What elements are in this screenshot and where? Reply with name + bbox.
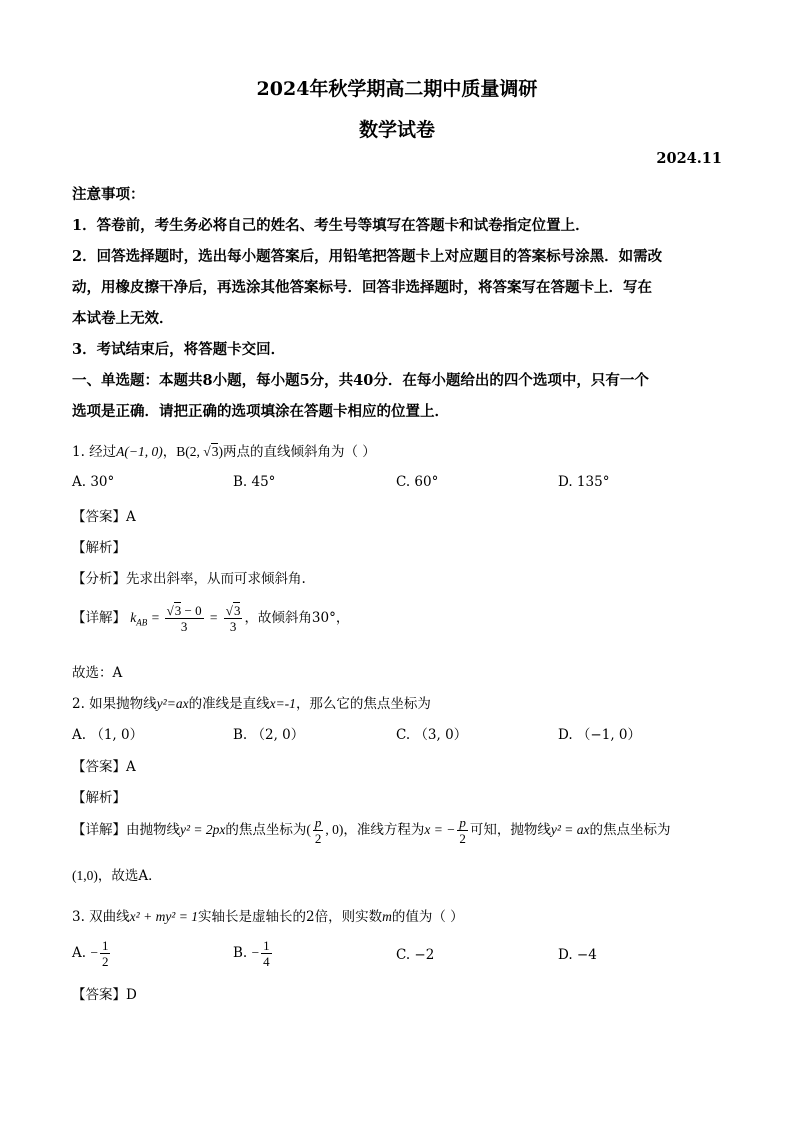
detail-tag: 【详解】 — [72, 610, 126, 626]
q1-detail: 【详解】 $k_{AB}$ = $\frac{√3 - 0}{3}$ = $\frac{√3}{3}$ ，故倾斜角30°， — [72, 603, 350, 634]
question-1-rest: 两点的直线倾斜角为（ ） — [222, 444, 376, 460]
q2-detail-line-2: (1,0)，故选A． — [72, 868, 162, 884]
note-item-3: 3．考试结束后，将答题卡交回． — [72, 341, 286, 358]
question-2-stem: 2. 如果抛物线y²=ax的准线是直线x=-1，那么它的焦点坐标为 — [72, 696, 431, 712]
q1-analysis-tag: 【解析】 — [72, 540, 126, 556]
q1-conclusion: 故选：A — [72, 665, 123, 681]
q2-answer: 【答案】A — [72, 759, 136, 775]
note-item-2-line-3: 本试卷上无效． — [72, 310, 174, 327]
q2-option-b: B. （2, 0） — [233, 727, 305, 743]
q1-option-d: D. 135° — [558, 474, 610, 490]
exam-subtitle: 数学试卷 — [358, 119, 435, 141]
section-heading-line-2: 选项是正确．请把正确的选项填涂在答题卡相应的位置上． — [72, 403, 449, 420]
question-1-number: 1. 经过 — [72, 444, 117, 460]
q2-option-d: D. （−1, 0） — [558, 727, 641, 743]
q1-option-b: B. 45° — [233, 474, 276, 490]
q1-answer-value: A — [126, 509, 136, 525]
slope-symbol: $k_{AB}$ — [130, 610, 148, 628]
q3-option-d: D. −4 — [558, 947, 597, 963]
point-b: B(2, √3) — [176, 444, 223, 459]
q1-option-a: A. 30° — [72, 474, 115, 490]
section-heading-line-1: 一、单选题：本题共8小题，每小题5分，共40分．在每小题给出的四个选项中，只有一个 — [72, 372, 649, 389]
slope-fraction-2: $\frac{√3}{3}$ — [225, 603, 241, 634]
q3-equation: x² + my² = 1 — [129, 909, 198, 924]
question-3-stem: 3. 双曲线x² + my² = 1实轴长是虚轴长的2倍，则实数m的值为（ ） — [72, 909, 464, 925]
q2-option-a: A. （1, 0） — [72, 727, 144, 743]
exam-date: 2024.11 — [656, 150, 722, 167]
q2-detail-line-1: 【详解】由抛物线y² = 2px的焦点坐标为( $\frac{p}{2}$ , 0)，准线方程为x = − $\frac{p}{2}$ 可知，抛物线y² = ax的焦点坐标为 — [72, 815, 671, 846]
note-item-1: 1．答卷前，考生务必将自己的姓名、考生号等填写在答题卡和试卷指定位置上． — [72, 217, 590, 234]
q2-analysis-tag: 【解析】 — [72, 790, 126, 806]
q1-detail-end: ，故倾斜角30°， — [244, 610, 350, 626]
q2-equation: y²=ax — [156, 696, 189, 711]
q3-answer: 【答案】D — [72, 987, 137, 1003]
slope-fraction-1: $\frac{√3 - 0}{3}$ — [166, 603, 202, 634]
notes-heading: 注意事项： — [72, 186, 145, 203]
note-item-2-line-2: 动，用橡皮擦干净后，再选涂其他答案标号．回答非选择题时，将答案写在答题卡上．写在 — [72, 279, 652, 296]
q1-answer — [72, 505, 136, 525]
point-a: A(−1, 0) — [116, 444, 163, 459]
q3-option-a: A. − $\frac{1}{2}$ — [72, 938, 109, 969]
q1-fenxi: 【分析】先求出斜率，从而可求倾斜角. — [72, 571, 306, 587]
exam-title: 2024年秋学期高二期中质量调研 — [256, 78, 538, 100]
note-item-2-line-1: 2．回答选择题时，选出每小题答案后，用铅笔把答题卡上对应题目的答案标号涂黑．如需改 — [72, 248, 663, 265]
question-1-stem — [72, 440, 376, 460]
answer-tag: 【答案】 — [72, 509, 126, 525]
q3-option-b: B. − $\frac{1}{4}$ — [233, 938, 270, 969]
q3-option-c: C. −2 — [396, 947, 435, 963]
question-1-separator: ， — [162, 444, 177, 460]
q2-directrix: x=-1 — [269, 696, 296, 711]
q1-option-c: C. 60° — [396, 474, 439, 490]
q2-option-c: C. （3, 0） — [396, 727, 468, 743]
